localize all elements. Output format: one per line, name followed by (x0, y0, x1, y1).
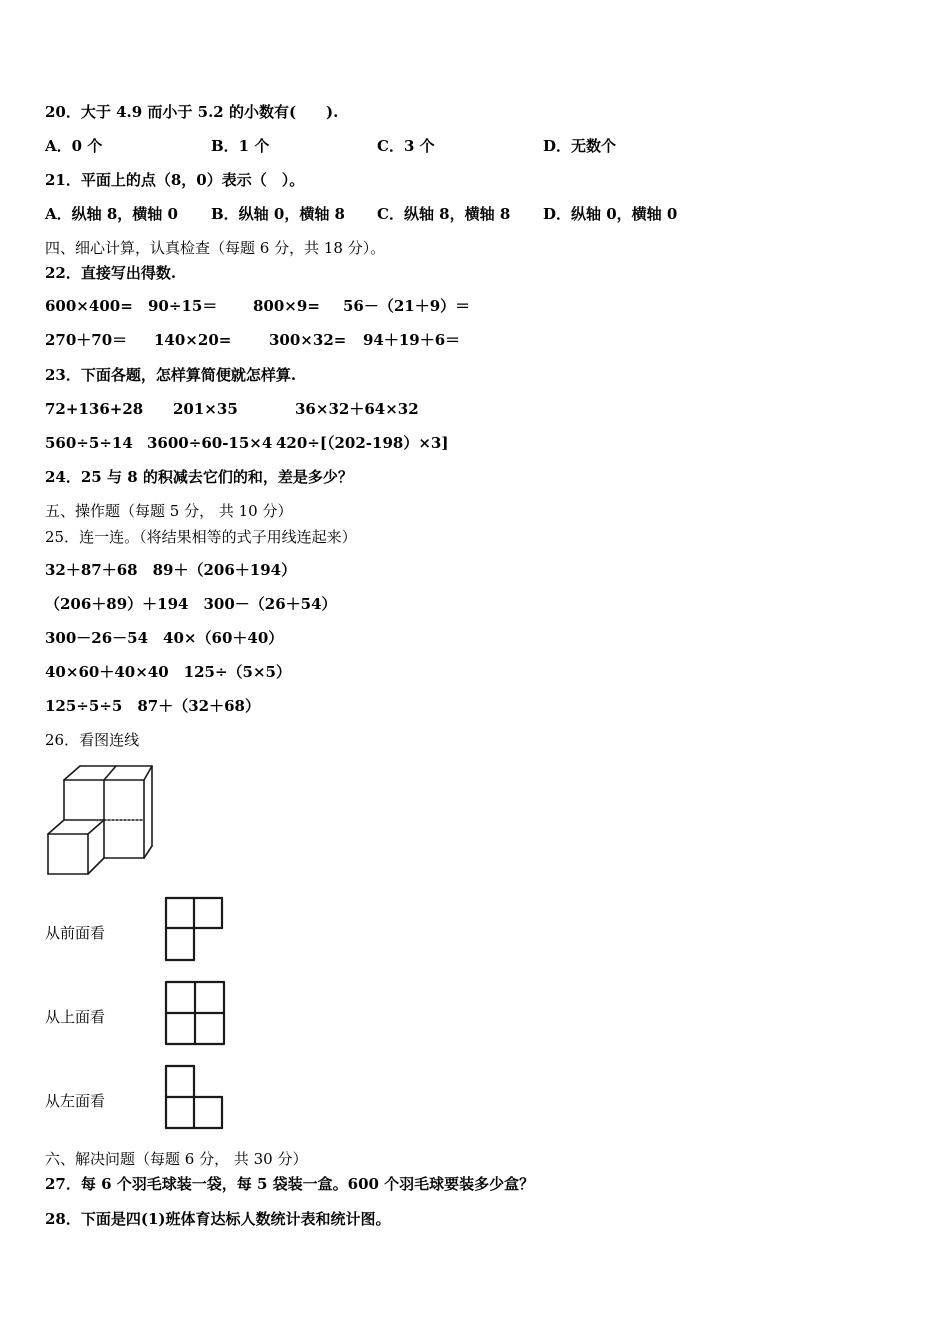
question-20: 20．大于 4.9 而小于 5.2 的小数有( ). (45, 103, 339, 121)
expression: 560÷5÷14 (45, 434, 133, 452)
expression: 420÷[（202-198）×3] (276, 434, 449, 452)
option-d: D．纵轴 0，横轴 0 (543, 205, 678, 223)
cube-figure (44, 762, 156, 880)
question-21: 21．平面上的点（8，0）表示（ ）。 (45, 171, 305, 189)
view-label-front: 从前面看 (45, 924, 106, 942)
option-c: C．纵轴 8，横轴 8 (377, 205, 511, 223)
match-row: 32＋87＋68 89＋（206＋194） (45, 561, 297, 579)
option-c: C．3 个 (377, 137, 435, 155)
expression: 56－（21＋9）＝ (343, 297, 471, 315)
option-b: B．纵轴 0，横轴 8 (211, 205, 345, 223)
expression: 3600÷60-15×4 (147, 434, 273, 452)
expression: 201×35 (173, 400, 238, 418)
expression: 800×9= (253, 297, 320, 315)
section-title: 六、解决问题（每题 6 分， 共 30 分） (45, 1150, 308, 1168)
question-28: 28．下面是四(1)班体育达标人数统计表和统计图。 (45, 1210, 391, 1228)
expression: 140×20= (154, 331, 232, 349)
expression: 90÷15＝ (148, 297, 218, 315)
section-title: 五、操作题（每题 5 分， 共 10 分） (45, 502, 293, 520)
expression: 270＋70＝ (45, 331, 128, 349)
option-d: D．无数个 (543, 137, 617, 155)
expression: 36×32＋64×32 (295, 400, 419, 418)
left-view-shape (164, 1064, 226, 1130)
question-23: 23．下面各题，怎样算简便就怎样算. (45, 366, 297, 384)
front-view-shape (164, 896, 226, 962)
question-22: 22．直接写出得数. (45, 264, 177, 282)
expression: 300×32= (269, 331, 347, 349)
section-title: 四、细心计算，认真检查（每题 6 分，共 18 分）。 (45, 239, 386, 257)
match-row: 125÷5÷5 87＋（32＋68） (45, 697, 260, 715)
match-row: （206＋89）＋194 300－（26＋54） (45, 595, 337, 613)
expression: 94＋19＋6＝ (363, 331, 461, 349)
view-label-left: 从左面看 (45, 1092, 106, 1110)
question-27: 27．每 6 个羽毛球装一袋，每 5 袋装一盒。600 个羽毛球要装多少盒？ (45, 1175, 535, 1193)
expression: 600×400= (45, 297, 133, 315)
expression: 72+136+28 (45, 400, 144, 418)
option-a: A．0 个 (45, 137, 103, 155)
option-b: B．1 个 (211, 137, 270, 155)
question-25: 25．连一连。（将结果相等的式子用线连起来） (45, 528, 357, 546)
match-row: 300－26－54 40×（60＋40） (45, 629, 284, 647)
question-26: 26．看图连线 (45, 731, 140, 749)
option-a: A．纵轴 8，横轴 0 (45, 205, 178, 223)
view-label-top: 从上面看 (45, 1008, 106, 1026)
question-24: 24．25 与 8 的积减去它们的和，差是多少？ (45, 468, 353, 486)
match-row: 40×60＋40×40 125÷（5×5） (45, 663, 291, 681)
top-view-shape (164, 980, 228, 1046)
